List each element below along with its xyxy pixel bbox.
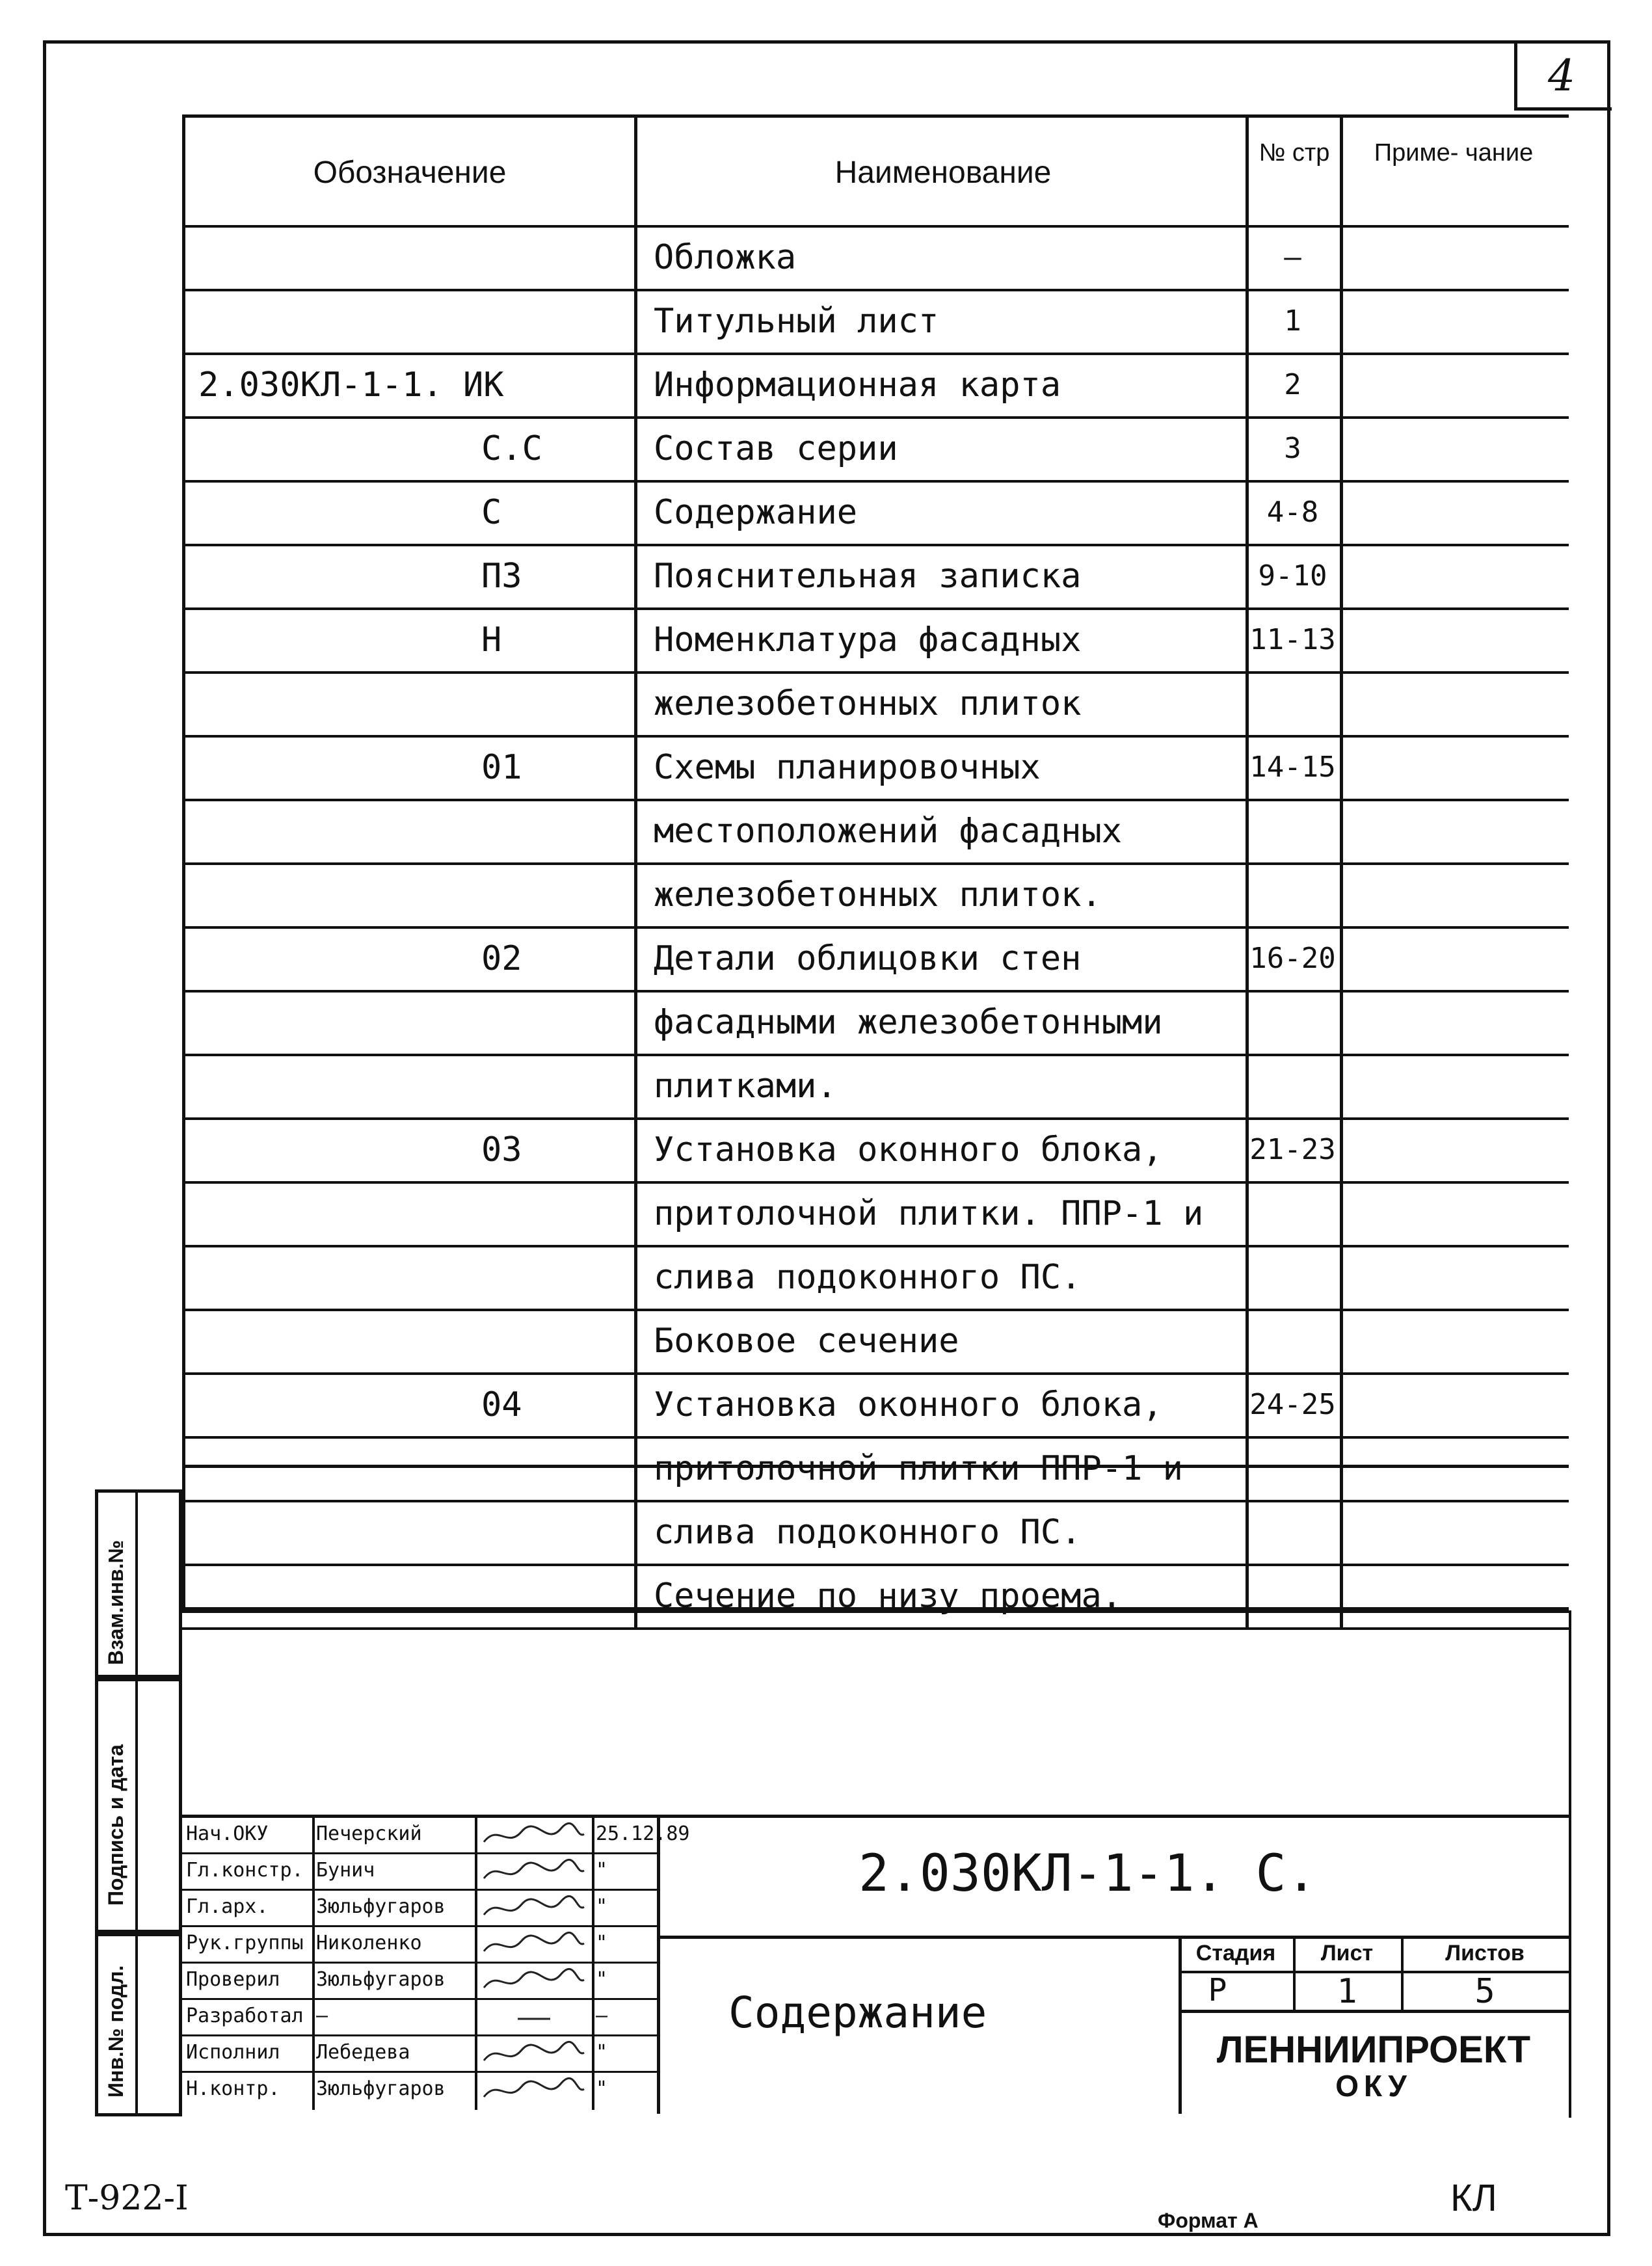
row-line xyxy=(182,1117,1569,1120)
row-name: Номенклатура фасадных xyxy=(654,620,1082,660)
row-name: Титульный лист xyxy=(654,302,939,341)
row-page: 1 xyxy=(1284,304,1301,338)
side-stamp-divider xyxy=(135,1489,138,2116)
row-line xyxy=(182,1245,1569,1247)
row-line xyxy=(182,416,1569,419)
row-name: железобетонных плиток xyxy=(654,684,1082,723)
row-line xyxy=(182,480,1569,483)
row-name: притолочной плитки. ППР-1 и xyxy=(654,1194,1204,1233)
row-name: местоположений фасадных xyxy=(654,812,1123,851)
row-page: — xyxy=(1284,241,1301,274)
row-page: 9-10 xyxy=(1258,559,1327,593)
signer-role: Гл.арх. xyxy=(186,1895,269,1918)
signer-name: Печерский xyxy=(316,1822,422,1845)
row-name: Детали облицовки стен xyxy=(654,939,1082,978)
row-page: 4-8 xyxy=(1266,496,1319,529)
row-line xyxy=(182,1500,1569,1502)
row-name: Сечение по низу проема. xyxy=(654,1577,1123,1616)
signer-name: Николенко xyxy=(316,1932,422,1954)
doc-code: 2.030КЛ-1-1. С. xyxy=(859,1845,1317,1903)
signature-mark xyxy=(479,1856,589,1889)
header-name: Наименование xyxy=(834,155,1052,190)
titleblock-top-line xyxy=(182,1610,1569,1613)
row-designation: 01 xyxy=(481,748,522,787)
col-divider-note xyxy=(1340,114,1343,1627)
row-line xyxy=(182,926,1569,929)
row-name: Информационная карта xyxy=(654,366,1061,405)
row-line xyxy=(182,289,1569,291)
signer-name: Зюльфугаров xyxy=(316,1895,446,1918)
row-line xyxy=(182,862,1569,865)
row-page: 24-25 xyxy=(1249,1388,1336,1421)
signer-date: " xyxy=(596,1859,608,1882)
signer-date: " xyxy=(596,1932,608,1954)
signer-line xyxy=(182,2034,657,2036)
row-designation: Н xyxy=(481,620,502,660)
col-divider-code xyxy=(634,114,637,1627)
row-designation: С.С xyxy=(481,429,542,468)
signature-mark xyxy=(479,1820,589,1852)
signer-date: " xyxy=(596,2041,608,2064)
row-line xyxy=(182,544,1569,546)
signer-line xyxy=(182,1889,657,1891)
signer-line xyxy=(182,1998,657,2000)
signer-name: — xyxy=(316,2005,328,2027)
signer-name: Зюльфугаров xyxy=(316,1968,446,1991)
signer-line xyxy=(182,1852,657,1854)
footer-code: Т-922-I xyxy=(65,2179,189,2218)
titleblock-divider xyxy=(657,1815,660,2114)
signer-line xyxy=(182,1925,657,1927)
signer-date: 25.12.89 xyxy=(596,1822,690,1845)
row-page: 14-15 xyxy=(1249,751,1336,784)
signature-mark xyxy=(479,2002,589,2034)
side-label-podpis: Подпись и дата xyxy=(104,1744,127,1906)
titleblock-mid-line xyxy=(657,1936,1569,1939)
header-note: Приме- чание xyxy=(1374,139,1534,167)
row-name: Схемы планировочных xyxy=(654,748,1041,787)
header-designation: Обозначение xyxy=(313,155,507,190)
signer-date: — xyxy=(596,2005,608,2027)
signer-role: Проверил xyxy=(186,1968,280,1991)
row-line xyxy=(182,225,1569,228)
row-name: плитками. xyxy=(654,1067,837,1106)
row-line xyxy=(182,607,1569,610)
signer-role: Исполнил xyxy=(186,2041,280,2064)
sheets-label: Листов xyxy=(1445,1941,1525,1966)
sheet-label: Лист xyxy=(1320,1941,1374,1966)
row-name: слива подоконного ПС. xyxy=(654,1513,1082,1552)
signature-mark xyxy=(479,1929,589,1962)
titleblock-lower-line xyxy=(182,1465,1569,1468)
signature-mark xyxy=(479,1893,589,1925)
signer-name: Бунич xyxy=(316,1859,375,1882)
signer-role: Нач.ОКУ xyxy=(186,1822,269,1845)
row-name: слива подоконного ПС. xyxy=(654,1258,1082,1297)
titleblock-right-line xyxy=(1569,1610,1571,2118)
sheet-number: 4 xyxy=(1548,51,1575,101)
row-line xyxy=(182,799,1569,801)
stage-value: Р xyxy=(1208,1972,1227,2008)
signer-line xyxy=(182,2071,657,2073)
row-designation: ПЗ xyxy=(481,557,522,596)
row-name: Содержание xyxy=(654,493,858,532)
row-page: 21-23 xyxy=(1249,1133,1336,1166)
org-dept: ОКУ xyxy=(1335,2069,1412,2103)
row-line xyxy=(182,1181,1569,1184)
footer-format: Формат А xyxy=(1158,2209,1259,2232)
signer-name: Лебедева xyxy=(316,2041,410,2064)
signature-mark xyxy=(479,1966,589,1998)
titleblock-upper-line xyxy=(182,1815,1569,1818)
row-page: 16-20 xyxy=(1249,942,1336,975)
row-name: Установка оконного блока, xyxy=(654,1130,1163,1169)
row-designation: 02 xyxy=(481,939,522,978)
row-page: 3 xyxy=(1284,432,1301,465)
sheets-value: 5 xyxy=(1474,1972,1495,2011)
row-designation: 04 xyxy=(481,1385,522,1424)
row-line xyxy=(182,1054,1569,1056)
row-name: Состав серии xyxy=(654,429,898,468)
signer-role: Н.контр. xyxy=(186,2077,280,2100)
row-page: 2 xyxy=(1284,368,1301,401)
row-page: 11-13 xyxy=(1249,623,1336,656)
row-designation: С xyxy=(481,493,502,532)
row-name: Пояснительная записка xyxy=(654,557,1082,596)
signer-date: " xyxy=(596,1895,608,1918)
row-designation: 2.030КЛ-1-1. ИК xyxy=(198,366,504,405)
signer-name: Зюльфугаров xyxy=(316,2077,446,2100)
signature-mark xyxy=(479,2075,589,2107)
doc-title: Содержание xyxy=(728,1988,987,2038)
row-line xyxy=(182,671,1569,674)
row-line xyxy=(182,1564,1569,1566)
row-line xyxy=(182,735,1569,738)
row-name: фасадными железобетонными xyxy=(654,1003,1163,1042)
row-name: притолочной плитки ППР-1 и xyxy=(654,1449,1183,1488)
signer-role: Гл.констр. xyxy=(186,1859,304,1882)
side-label-inv: Инв.№ подл. xyxy=(104,1965,127,2098)
signer-date: " xyxy=(596,1968,608,1991)
row-line xyxy=(182,1372,1569,1375)
sheet-value: 1 xyxy=(1337,1972,1357,2011)
signer-role: Рук.группы xyxy=(186,1932,304,1954)
row-line xyxy=(182,990,1569,993)
header-page: № стр xyxy=(1259,139,1330,167)
row-name: Обложка xyxy=(654,238,797,277)
footer-mark: КЛ xyxy=(1450,2177,1497,2219)
row-line xyxy=(182,353,1569,355)
side-label-vzam: Взам.инв.№ xyxy=(104,1540,127,1665)
row-line xyxy=(182,1436,1569,1439)
row-name: Боковое сечение xyxy=(654,1322,959,1361)
signature-mark xyxy=(479,2038,589,2071)
signer-date: " xyxy=(596,2077,608,2100)
row-name: Установка оконного блока, xyxy=(654,1385,1163,1424)
org-name: ЛЕННИИПРОЕКТ xyxy=(1216,2029,1531,2071)
signer-role: Разработал xyxy=(186,2005,304,2027)
row-name: железобетонных плиток. xyxy=(654,875,1102,914)
row-line xyxy=(182,1627,1569,1630)
signer-line xyxy=(182,1962,657,1964)
stage-label: Стадия xyxy=(1195,1941,1276,1966)
row-designation: 03 xyxy=(481,1130,522,1169)
row-line xyxy=(182,1309,1569,1311)
